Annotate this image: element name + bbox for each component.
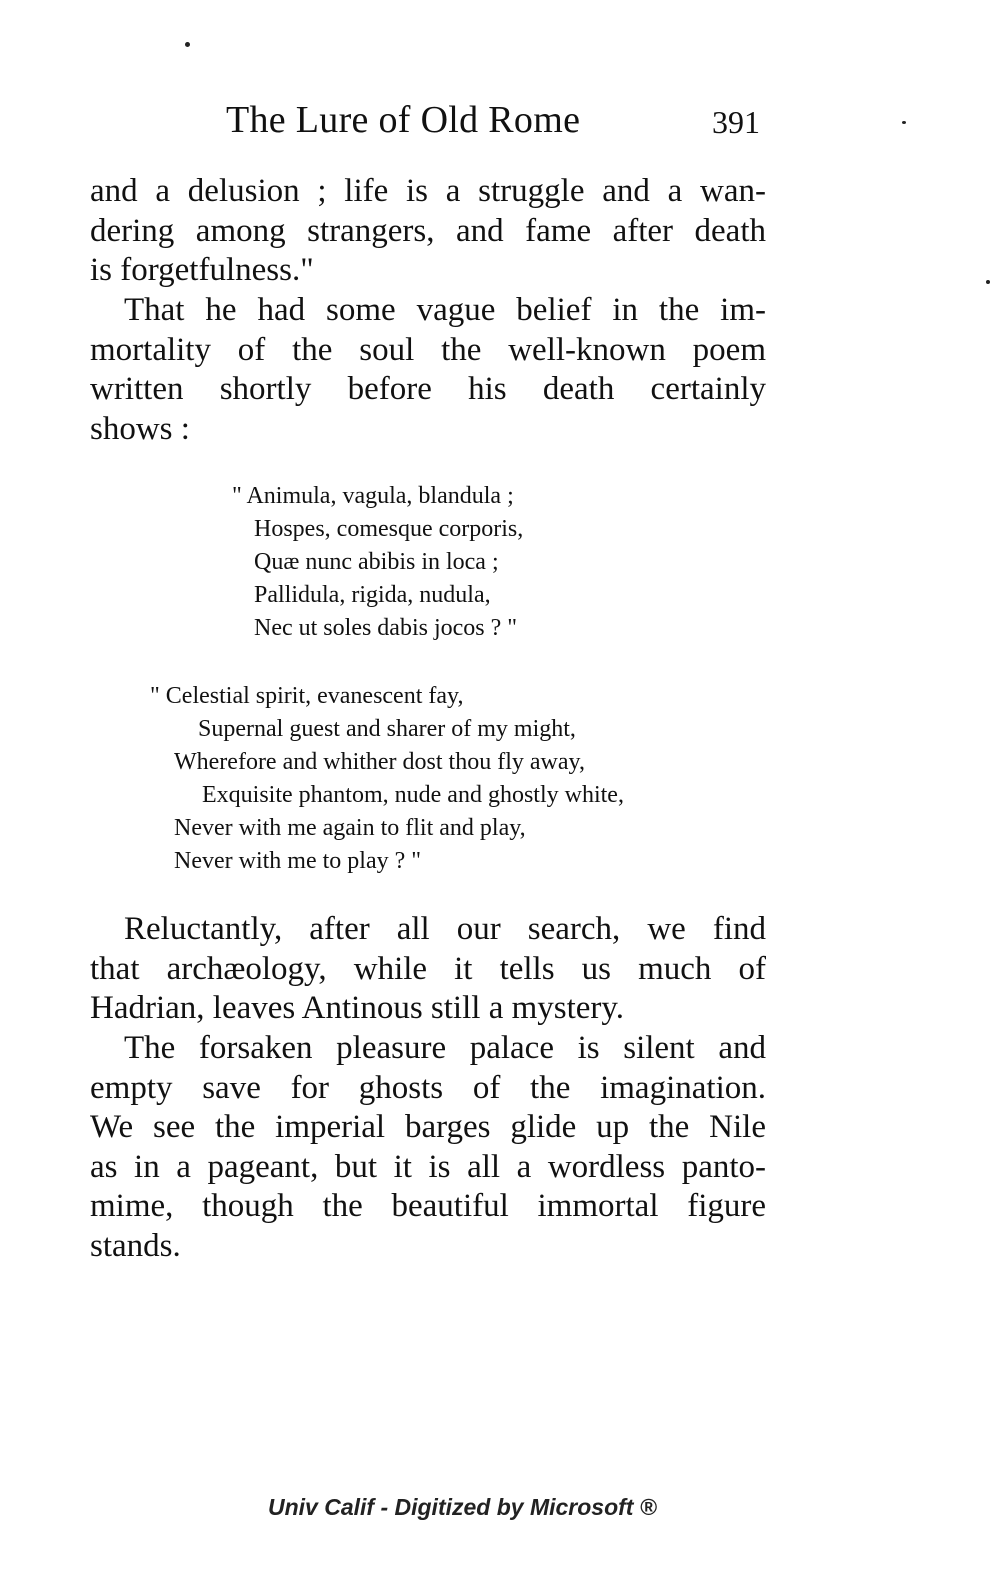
text-line: The forsaken pleasure palace is silent and bbox=[124, 1030, 766, 1066]
verse-line: Pallidula, rigida, nudula, bbox=[254, 582, 491, 608]
scan-speck bbox=[986, 280, 990, 284]
verse-line: Never with me to play ? " bbox=[174, 848, 422, 874]
text-line: shows : bbox=[90, 410, 190, 447]
verse-line: " Celestial spirit, evanescent fay, bbox=[150, 683, 464, 709]
scan-speck bbox=[902, 121, 906, 124]
verse-line: Quæ nunc abibis in loca ; bbox=[254, 549, 499, 575]
verse-line: " Animula, vagula, blandula ; bbox=[232, 483, 514, 509]
text-line: Hadrian, leaves Antinous still a mystery. bbox=[90, 990, 625, 1026]
text-line: empty save for ghosts of the imagination. bbox=[90, 1069, 766, 1106]
text-line: written shortly before his death certainly bbox=[90, 371, 766, 407]
running-head-title: The Lure of Old Rome bbox=[226, 99, 581, 141]
text-line: that archæology, while it tells us much of bbox=[90, 950, 766, 987]
digitization-watermark: Univ Calif - Digitized by Microsoft ® bbox=[268, 1494, 657, 1520]
paragraph bbox=[90, 910, 766, 1029]
latin-verse bbox=[232, 480, 523, 645]
page-number: 391 bbox=[712, 104, 760, 140]
text-line: and a delusion ; life is a struggle and a wan- bbox=[90, 173, 766, 209]
text-line: is forgetfulness." bbox=[90, 252, 314, 288]
verse-line: Supernal guest and sharer of my might, bbox=[198, 716, 576, 742]
text-line: stands. bbox=[90, 1227, 181, 1264]
text-line: as in a pageant, but it is all a wordless panto- bbox=[90, 1148, 766, 1185]
verse-line: Exquisite phantom, nude and ghostly white, bbox=[202, 782, 624, 808]
paragraph-continued bbox=[90, 172, 766, 291]
text-line: dering among strangers, and fame after death bbox=[90, 212, 766, 249]
text-line: We see the imperial barges glide up the Nile bbox=[90, 1109, 766, 1145]
text-line: Reluctantly, after all our search, we find bbox=[124, 911, 766, 947]
verse-line: Never with me again to flit and play, bbox=[174, 815, 526, 841]
paragraph bbox=[90, 291, 766, 449]
scan-speck bbox=[185, 42, 190, 47]
paragraph bbox=[90, 1029, 766, 1266]
english-verse-translation bbox=[150, 680, 624, 878]
verse-line: Nec ut soles dabis jocos ? " bbox=[254, 615, 518, 641]
text-line: mortality of the soul the well-known poem bbox=[90, 331, 766, 368]
verse-line: Wherefore and whither dost thou fly away, bbox=[174, 749, 585, 775]
verse-line: Hospes, comesque corporis, bbox=[254, 516, 524, 542]
text-line: That he had some vague belief in the im- bbox=[124, 292, 766, 328]
text-line: mime, though the beautiful immortal figure bbox=[90, 1188, 766, 1224]
